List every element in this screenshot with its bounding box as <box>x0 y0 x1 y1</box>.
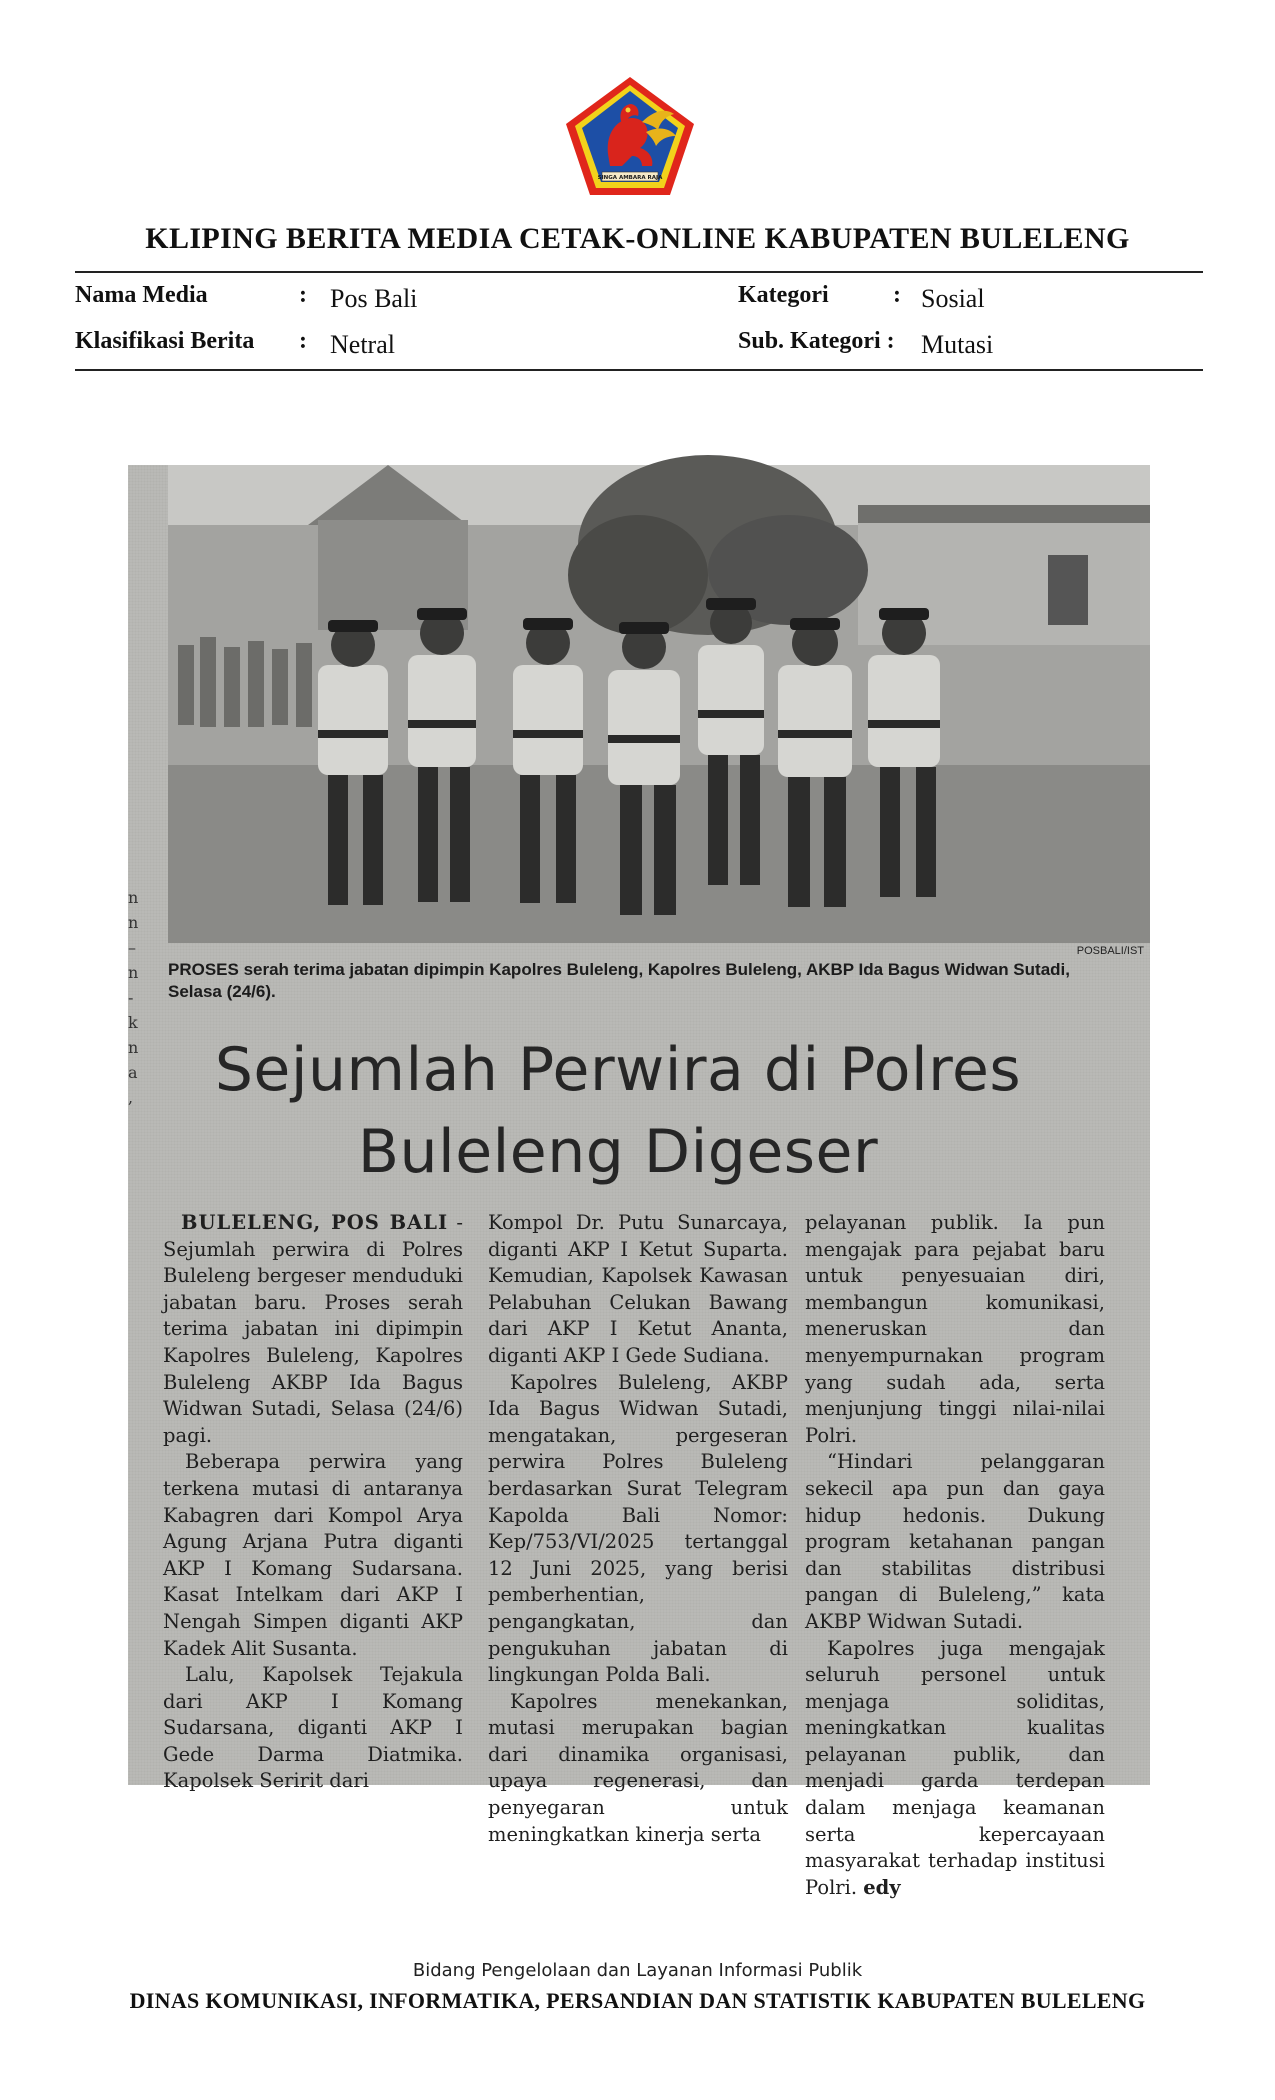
headline-line-1: Sejumlah Perwira di Polres <box>214 1035 1022 1105</box>
col3-paragraph-1: pelayanan publik. Ia pun mengajak para pejabat baru untuk penyesuaian diri, membangun komunikasi, meneruskan dan menyempurnakan program yang sudah ada, serta menjunjung tinggi nilai-nilai Polri. <box>805 1211 1105 1447</box>
newspaper-clipping <box>128 465 1150 1899</box>
photo-caption: PROSES serah terima jabatan dipimpin Kapolres Buleleng, Kapolres Buleleng, AKBP Ida Bagus Widwan Sutadi, Selasa (24/6). <box>168 960 1070 1001</box>
col2-paragraph-1: Kompol Dr. Putu Sunarcaya, diganti AKP I Ketut Suparta. Kemudian, Kapolsek Kawasan Pelabuhan Celukan Bawang dari AKP I Ketut Ananta, diganti AKP I Gede Sudiana. <box>488 1211 788 1367</box>
photo-credit: POSBALI/IST <box>1076 945 1144 957</box>
subkategori-label: Sub. Kategori : <box>738 328 895 354</box>
article-column-1 <box>163 1210 463 1795</box>
col3-paragraph-3 <box>805 1636 1105 1902</box>
col2-paragraph-2: Kapolres Buleleng, AKBP Ida Bagus Widwan Sutadi, mengatakan, pergeseran perwira Polres Buleleng berdasarkan Surat Telegram Kapolda Bali Nomor: Kep/753/VI/2025 tertanggal 12 Juni 2025, yang berisi pemberhentian, pengangkatan, dan pengukuhan jabatan di lingkungan Polda Bali. <box>488 1370 788 1687</box>
author-signature: edy <box>863 1875 901 1899</box>
media-value: Pos Bali <box>330 284 418 313</box>
svg-text:SINGA AMBARA RAJA: SINGA AMBARA RAJA <box>597 175 663 181</box>
dateline: BULELENG, POS BALI <box>181 1211 449 1234</box>
article-column-2 <box>488 1210 788 1848</box>
headline-line-2: Buleleng Digeser <box>357 1117 879 1187</box>
col1-p1-text: - Sejumlah perwira di Polres Buleleng bergeser menduduki jabatan baru. Proses serah terima jabatan ini dipimpin Kapolres Buleleng, Kapolres Buleleng AKBP Ida Bagus Widwan Sutadi, Selasa (24/6) pagi. <box>163 1211 463 1447</box>
media-colon: : <box>299 282 307 308</box>
kategori-colon: : <box>893 282 901 308</box>
col3-p3-text: Kapolres juga mengajak seluruh personel untuk menjaga soliditas, meningkatkan kualitas pelayanan publik, dan menjadi garda terdepan dalam menjaga keamanan serta kepercayaan masyarakat terhadap institusi Polri. <box>805 1636 1105 1899</box>
singa-ambara-raja-logo <box>562 74 698 198</box>
header-rule-top <box>75 271 1203 273</box>
media-label: Nama Media <box>75 282 208 308</box>
document-title: KLIPING BERITA MEDIA CETAK-ONLINE KABUPATEN BULELENG <box>145 222 1130 255</box>
klasifikasi-label: Klasifikasi Berita <box>75 328 255 354</box>
kategori-value: Sosial <box>921 284 985 313</box>
klasifikasi-value: Netral <box>330 330 395 359</box>
subkategori-value: Mutasi <box>921 330 994 359</box>
klasifikasi-colon: : <box>299 328 307 354</box>
footer-unit: Bidang Pengelolaan dan Layanan Informasi Publik <box>412 1960 863 1981</box>
col3-paragraph-2: “Hindari pelanggaran sekecil apa pun dan gaya hidup hedonis. Dukung program ketahanan pangan dan stabilitas distribusi pangan di Buleleng,” kata AKBP Widwan Sutadi. <box>805 1450 1105 1633</box>
col1-paragraph-3: Lalu, Kapolsek Tejakula dari AKP I Komang Sudarsana, diganti AKP I Gede Darma Diatmika. Kapolsek Seririt dari <box>163 1663 463 1793</box>
col2-paragraph-3: Kapolres menekankan, mutasi merupakan bagian dari dinamika organisasi, upaya regenerasi, dan penyegaran untuk meningkatkan kinerja serta <box>488 1689 788 1846</box>
article-headline <box>168 1029 1068 1193</box>
article-column-3 <box>805 1210 1105 1901</box>
kategori-label: Kategori <box>738 282 829 308</box>
adjacent-article-edge: n n – n - k n a , <box>128 888 139 1107</box>
col1-paragraph-1 <box>163 1210 463 1449</box>
header-rule-bottom <box>75 369 1203 371</box>
col1-paragraph-2: Beberapa perwira yang terkena mutasi di antaranya Kabagren dari Kompol Arya Agung Arjana Putra diganti AKP I Komang Sudarsana. Kasat Intelkam dari AKP I Nengah Simpen diganti AKP Kadek Alit Susanta. <box>163 1450 463 1660</box>
police-officers-marching-photo <box>168 465 1150 943</box>
footer-agency: DINAS KOMUNIKASI, INFORMATIKA, PERSANDIAN DAN STATISTIK KABUPATEN BULELENG <box>129 1988 1146 2013</box>
